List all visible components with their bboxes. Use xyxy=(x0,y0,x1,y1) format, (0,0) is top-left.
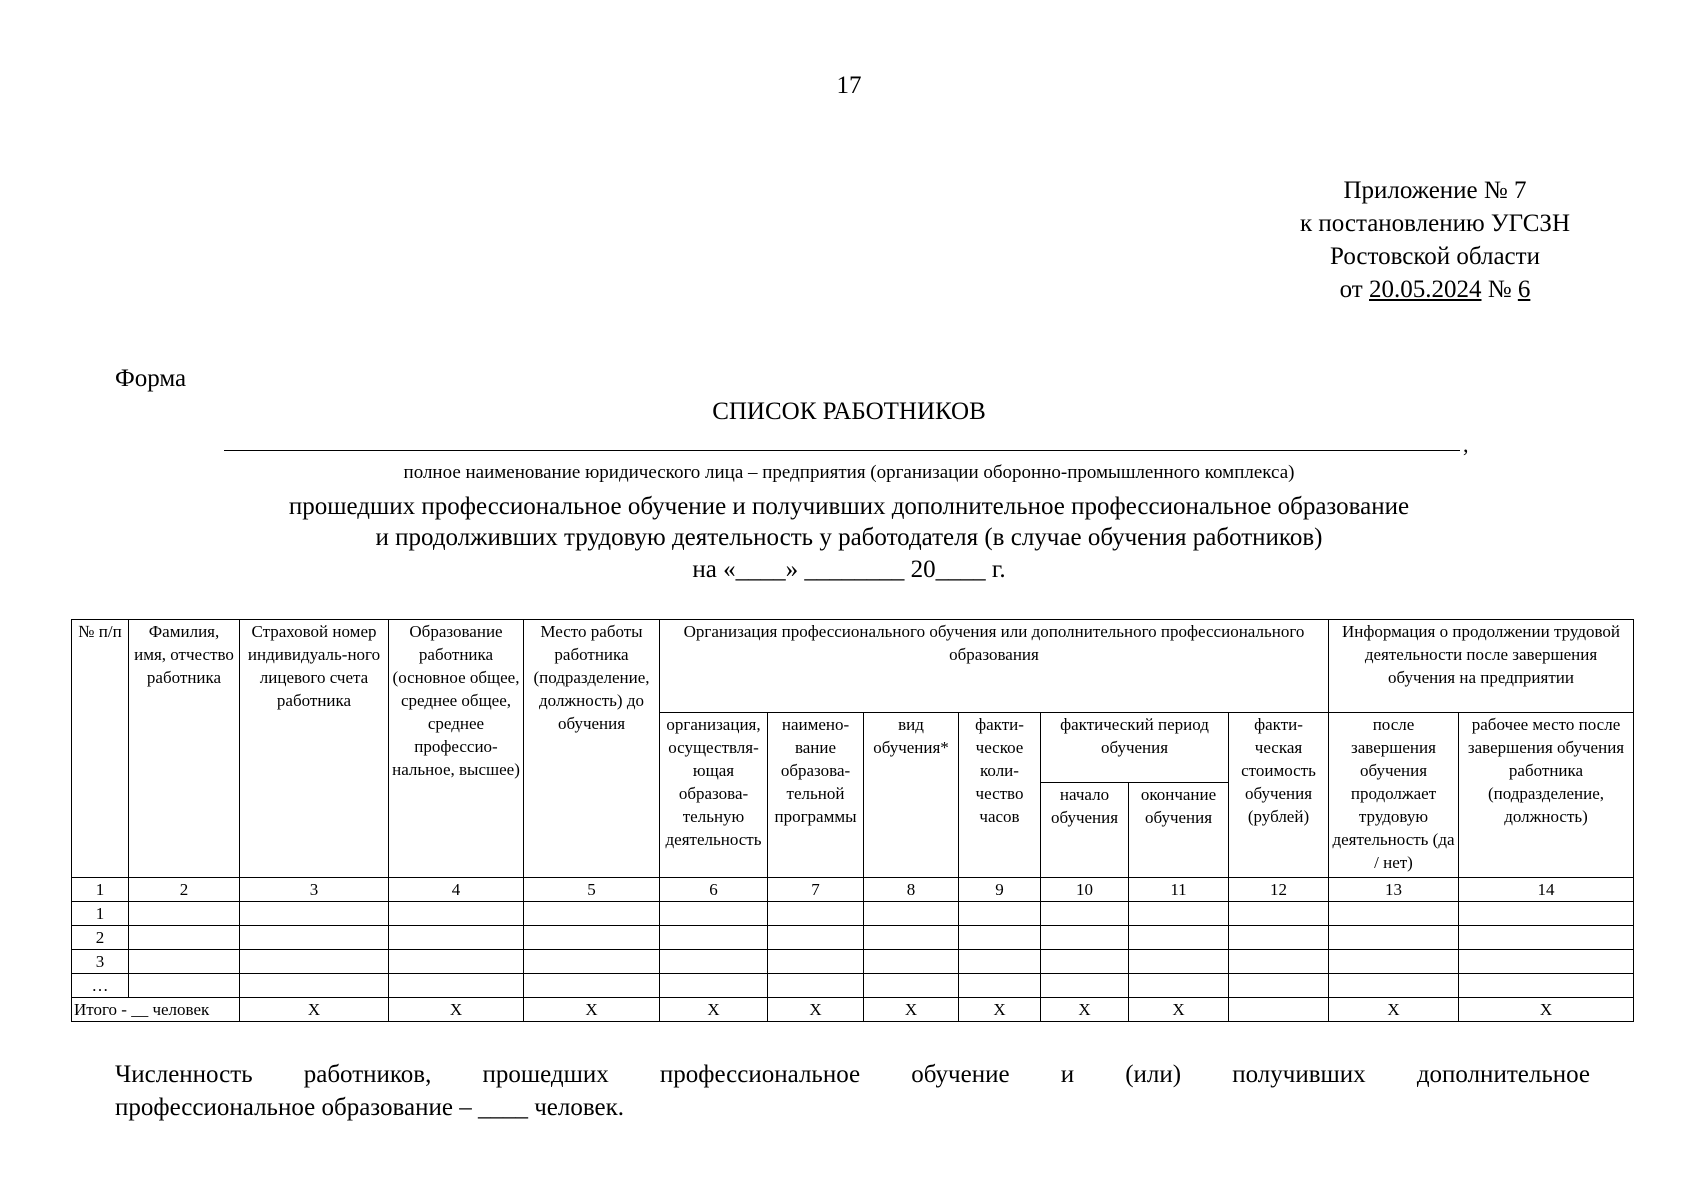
footer-line: Численность работников, прошедших профессиональное обучение и (или) получивших дополнительное xyxy=(115,1061,1590,1088)
header-training-period: фактический период обучения xyxy=(1041,713,1229,783)
header-actual-hours: факти-ческое коли-чество часов xyxy=(959,713,1041,878)
total-row xyxy=(72,998,1634,1022)
table-cell[interactable] xyxy=(1229,902,1329,926)
resolution-number: 6 xyxy=(1517,276,1531,303)
header-training-type: вид обучения* xyxy=(864,713,959,878)
total-cell: X xyxy=(240,998,389,1022)
total-cell: X xyxy=(1329,998,1459,1022)
report-date-line: на «____» ________ 20____ г. xyxy=(692,556,1006,583)
table-cell[interactable] xyxy=(1459,926,1634,950)
row-number: 2 xyxy=(72,926,129,950)
appendix-header xyxy=(1255,174,1615,306)
table-cell[interactable] xyxy=(959,974,1041,998)
row-number: 1 xyxy=(72,902,129,926)
total-cell: X xyxy=(768,998,864,1022)
page-number: 17 xyxy=(836,72,862,99)
table-cell[interactable] xyxy=(768,950,864,974)
table-cell[interactable] xyxy=(1041,950,1129,974)
table-cell[interactable] xyxy=(240,950,389,974)
table-row xyxy=(72,974,1634,998)
table-cell[interactable] xyxy=(1229,950,1329,974)
header-full-name: Фамилия, имя, отчество работника xyxy=(129,620,240,878)
table-cell[interactable] xyxy=(240,926,389,950)
column-number: 14 xyxy=(1459,878,1634,902)
appendix-date-line xyxy=(1255,273,1615,306)
table-cell[interactable] xyxy=(1129,974,1229,998)
table-cell[interactable] xyxy=(389,950,524,974)
table-cell[interactable] xyxy=(1229,974,1329,998)
subtitle-line: прошедших профессиональное обучение и получивших дополнительное профессиональное образование xyxy=(288,493,1410,520)
table-cell[interactable] xyxy=(389,902,524,926)
total-cell[interactable] xyxy=(1229,998,1329,1022)
column-number: 10 xyxy=(1041,878,1129,902)
footer-line: профессиональное образование – ____ человек. xyxy=(115,1094,624,1121)
total-cell: X xyxy=(660,998,768,1022)
header-workplace-before: Место работы работника (подразделение, должность) до обучения xyxy=(524,620,660,878)
table-cell[interactable] xyxy=(524,902,660,926)
column-number: 7 xyxy=(768,878,864,902)
table-row xyxy=(72,902,1634,926)
column-number: 2 xyxy=(129,878,240,902)
column-number: 6 xyxy=(660,878,768,902)
table-cell[interactable] xyxy=(660,902,768,926)
header-training-start: начало обучения xyxy=(1041,783,1129,878)
column-number: 5 xyxy=(524,878,660,902)
total-cell: X xyxy=(959,998,1041,1022)
table-cell[interactable] xyxy=(524,926,660,950)
total-cell: X xyxy=(864,998,959,1022)
employee-count-statement xyxy=(115,1058,1590,1124)
total-cell: X xyxy=(1129,998,1229,1022)
table-cell[interactable] xyxy=(768,926,864,950)
column-number: 12 xyxy=(1229,878,1329,902)
table-cell[interactable] xyxy=(524,974,660,998)
table-cell[interactable] xyxy=(660,974,768,998)
document-title: СПИСОК РАБОТНИКОВ xyxy=(712,398,986,425)
table-cell[interactable] xyxy=(1459,974,1634,998)
appendix-line: к постановлению УГСЗН xyxy=(1299,210,1570,237)
header-training-cost: факти-ческая стоимость обучения (рублей) xyxy=(1229,713,1329,878)
header-group-employment-info: Информация о продолжении трудовой деятельности после завершения обучения на предприятии xyxy=(1329,620,1634,713)
table-cell[interactable] xyxy=(1129,926,1229,950)
header-insurance-number: Страховой номер индивидуаль-ного лицевого счета работника xyxy=(240,620,389,878)
table-cell[interactable] xyxy=(1329,974,1459,998)
table-cell[interactable] xyxy=(1129,950,1229,974)
form-label: Форма xyxy=(115,365,187,392)
column-number: 9 xyxy=(959,878,1041,902)
organization-name-line xyxy=(224,428,1460,451)
row-number: … xyxy=(72,974,129,998)
total-cell: X xyxy=(1459,998,1634,1022)
table-cell[interactable] xyxy=(1459,902,1634,926)
header-training-provider: организация, осуществля-ющая образова-тельную деятельность xyxy=(660,713,768,878)
employees-table xyxy=(71,619,1634,1022)
row-number: 3 xyxy=(72,950,129,974)
table-cell[interactable] xyxy=(389,926,524,950)
total-label: Итого - __ человек xyxy=(72,998,240,1022)
table-cell[interactable] xyxy=(1041,902,1129,926)
table-row xyxy=(72,926,1634,950)
table-cell[interactable] xyxy=(389,974,524,998)
table-cell[interactable] xyxy=(864,950,959,974)
resolution-date: 20.05.2024 xyxy=(1369,276,1482,303)
header-workplace-after: рабочее место после завершения обучения работника (подразделение, должность) xyxy=(1459,713,1634,878)
table-cell[interactable] xyxy=(959,926,1041,950)
header-training-end: окончание обучения xyxy=(1129,783,1229,878)
table-cell[interactable] xyxy=(1329,950,1459,974)
date-prefix: от xyxy=(1339,276,1369,303)
table-cell[interactable] xyxy=(660,950,768,974)
table-cell[interactable] xyxy=(1329,926,1459,950)
table-cell[interactable] xyxy=(129,926,240,950)
table-cell[interactable] xyxy=(1459,950,1634,974)
table-cell[interactable] xyxy=(959,950,1041,974)
subtitle-line: и продолживших трудовую деятельность у работодателя (в случае обучения работников) xyxy=(375,524,1323,551)
column-number: 3 xyxy=(240,878,389,902)
number-prefix: № xyxy=(1481,276,1518,303)
header-continues-work: после завершения обучения продолжает трудовую деятельность (да / нет) xyxy=(1329,713,1459,878)
table-row xyxy=(72,950,1634,974)
table-cell[interactable] xyxy=(129,974,240,998)
header-row-number: № п/п xyxy=(72,620,129,878)
appendix-line: Приложение № 7 xyxy=(1343,177,1527,204)
organization-caption: полное наименование юридического лица – предприятия (организации оборонно-промышленного комплекса) xyxy=(403,462,1295,483)
table-cell[interactable] xyxy=(864,902,959,926)
table-cell[interactable] xyxy=(1229,926,1329,950)
table-cell[interactable] xyxy=(768,902,864,926)
table-cell[interactable] xyxy=(959,902,1041,926)
total-cell: X xyxy=(1041,998,1129,1022)
table-cell[interactable] xyxy=(240,974,389,998)
table-cell[interactable] xyxy=(129,950,240,974)
column-number: 13 xyxy=(1329,878,1459,902)
column-number: 8 xyxy=(864,878,959,902)
header-education: Образование работника (основное общее, среднее общее, среднее профессио-нальное, высшее) xyxy=(389,620,524,878)
column-number-row xyxy=(72,878,1634,902)
table-cell[interactable] xyxy=(240,902,389,926)
column-number: 11 xyxy=(1129,878,1229,902)
column-number: 4 xyxy=(389,878,524,902)
table-cell[interactable] xyxy=(864,926,959,950)
table-cell[interactable] xyxy=(1041,926,1129,950)
column-number: 1 xyxy=(72,878,129,902)
table-cell[interactable] xyxy=(1041,974,1129,998)
table-cell[interactable] xyxy=(524,950,660,974)
table-cell[interactable] xyxy=(1129,902,1229,926)
header-program-name: наимено-вание образова-тельной программы xyxy=(768,713,864,878)
table-cell[interactable] xyxy=(129,902,240,926)
header-group-training-organization: Организация профессионального обучения или дополнительного профессионального образования xyxy=(660,620,1329,713)
table-cell[interactable] xyxy=(768,974,864,998)
organization-line-comma: , xyxy=(1463,432,1469,457)
table-cell[interactable] xyxy=(864,974,959,998)
appendix-line: Ростовской области xyxy=(1330,243,1540,270)
table-cell[interactable] xyxy=(660,926,768,950)
total-cell: X xyxy=(524,998,660,1022)
document-subtitle xyxy=(0,491,1698,553)
total-cell: X xyxy=(389,998,524,1022)
table-cell[interactable] xyxy=(1329,902,1459,926)
